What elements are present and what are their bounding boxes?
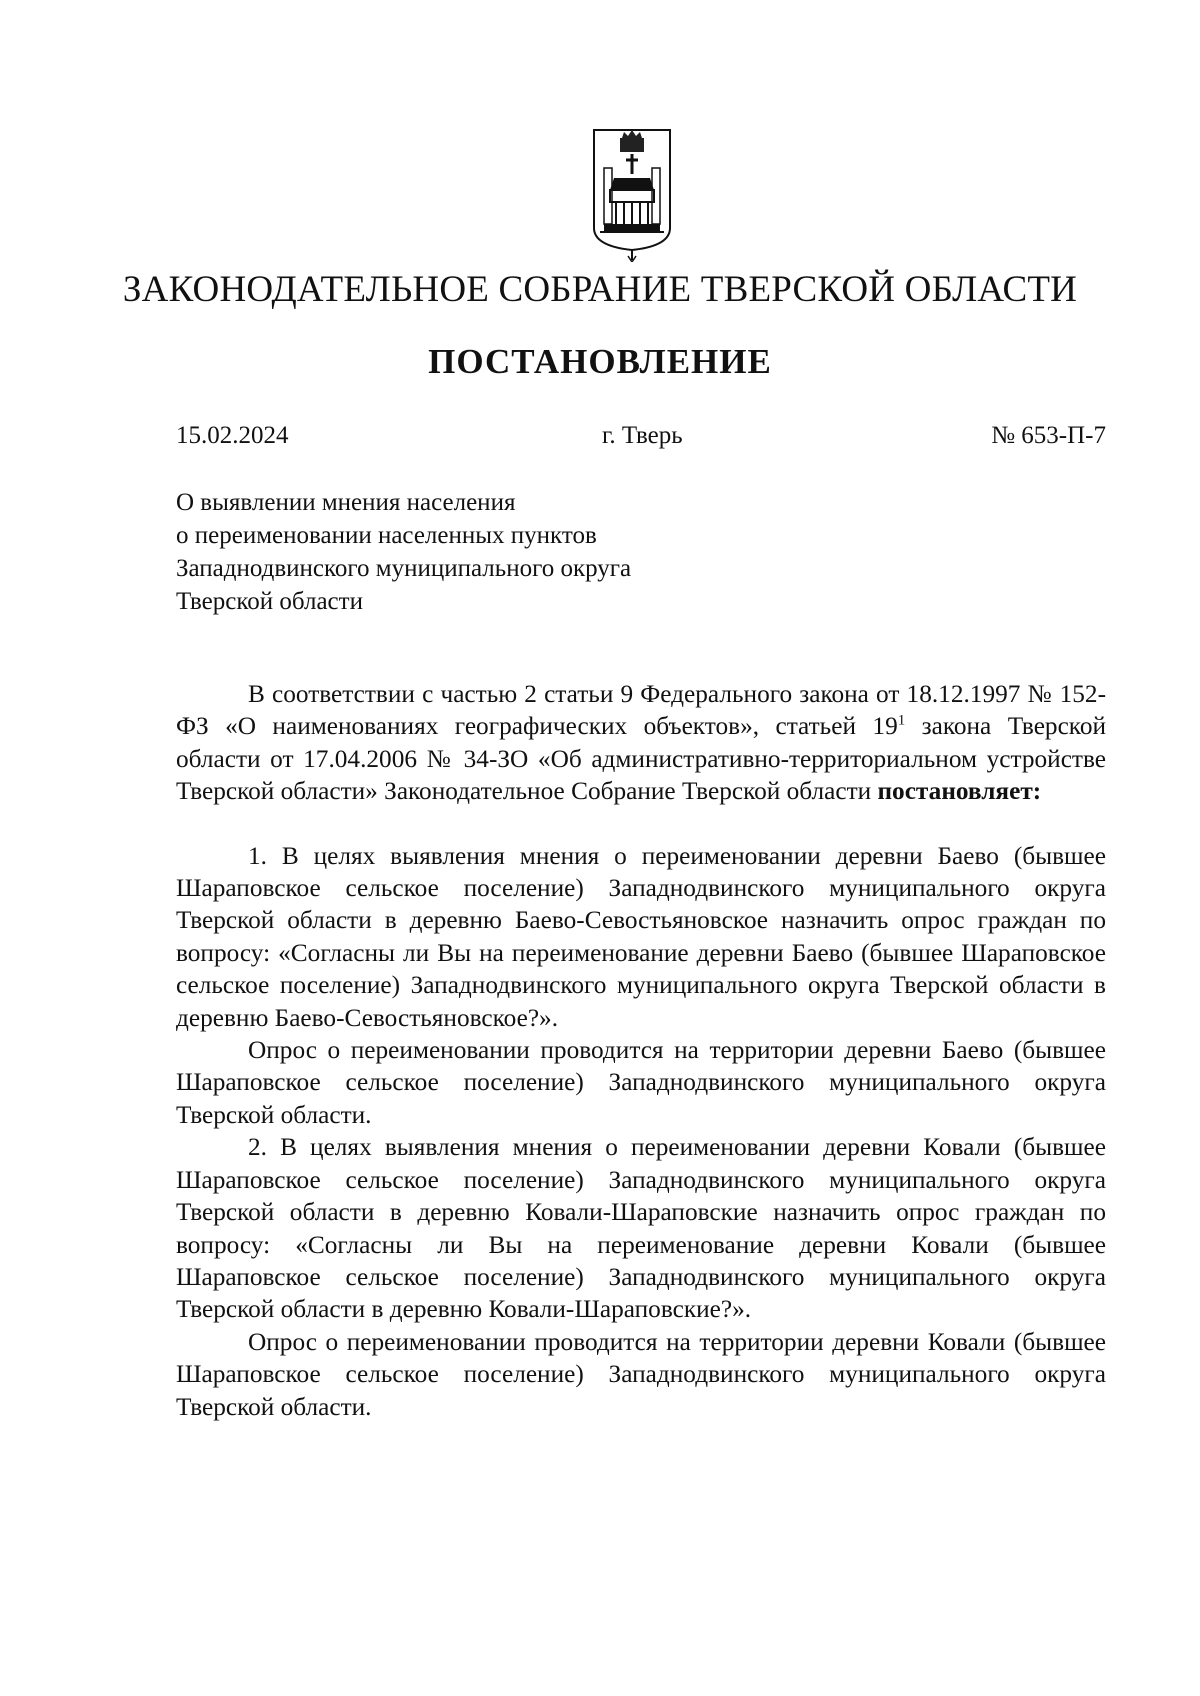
document-city: г. Тверь bbox=[602, 422, 683, 449]
document-date: 15.02.2024 bbox=[176, 422, 289, 449]
subject-line: о переименовании населенных пунктов bbox=[176, 522, 597, 549]
tver-coat-of-arms-icon bbox=[590, 128, 674, 262]
document-number: № 653-П-7 bbox=[991, 422, 1106, 449]
clause-paragraph: Опрос о переименовании проводится на территории деревни Баево (бывшее Шараповское сельское поселение) Западнодвинского муниципального округа Тверской области. bbox=[176, 1036, 1106, 1129]
document-subject bbox=[176, 486, 631, 618]
subject-line: Тверской области bbox=[176, 588, 363, 615]
subject-line: Западнодвинского муниципального округа bbox=[176, 555, 632, 582]
clause-paragraph: 1. В целях выявления мнения о переименовании деревни Баево (бывшее Шараповское сельское поселение) Западнодвинского муниципального округа Тверской области в деревню Баево-Севостьяновское назначить опрос граждан по вопросу: «Согласны ли Вы на переименование деревни Баево (бывшее Шараповское сельское поселение) Западнодвинского муниципального округа Тверской области в деревню Баево-Севостьяновское?». bbox=[176, 841, 1106, 1032]
preamble-paragraph bbox=[176, 678, 1106, 808]
resolves-word: постановляет: bbox=[877, 777, 1042, 806]
document-meta bbox=[176, 422, 1106, 454]
preamble bbox=[176, 678, 1106, 1423]
preamble-text-cont: закона Тверской области от 17.04.2006 № 34-ЗО «Об административно-территориальном устройстве Тверской области» Законодательное Собрание Тверской области bbox=[176, 712, 1106, 806]
clause-paragraph: Опрос о переименовании проводится на территории деревни Ковали (бывшее Шараповское сельское поселение) Западнодвинского муниципального округа Тверской области. bbox=[176, 1327, 1106, 1421]
organization-name: ЗАКОНОДАТЕЛЬНОЕ СОБРАНИЕ ТВЕРСКОЙ ОБЛАСТИ bbox=[122, 269, 1078, 310]
superscript: 1 bbox=[897, 712, 906, 729]
subject-line: О выявлении мнения населения bbox=[176, 489, 516, 516]
preamble-text: В соответствии с частью 2 статьи 9 Федерального закона от 18.12.1997 № 152-ФЗ «О наименованиях географических объектов», статьей 19 bbox=[176, 680, 1106, 741]
document-type: ПОСТАНОВЛЕНИЕ bbox=[428, 342, 772, 381]
clause-paragraph: 2. В целях выявления мнения о переименовании деревни Ковали (бывшее Шараповское сельское поселение) Западнодвинского муниципального округа Тверской области в деревню Ковали-Шараповские назначить опрос граждан по вопросу: «Согласны ли Вы на переименование деревни Ковали (бывшее Шараповское сельское поселение) Западнодвинского муниципального округа Тверской области в деревню Ковали-Шараповские?». bbox=[176, 1133, 1106, 1324]
